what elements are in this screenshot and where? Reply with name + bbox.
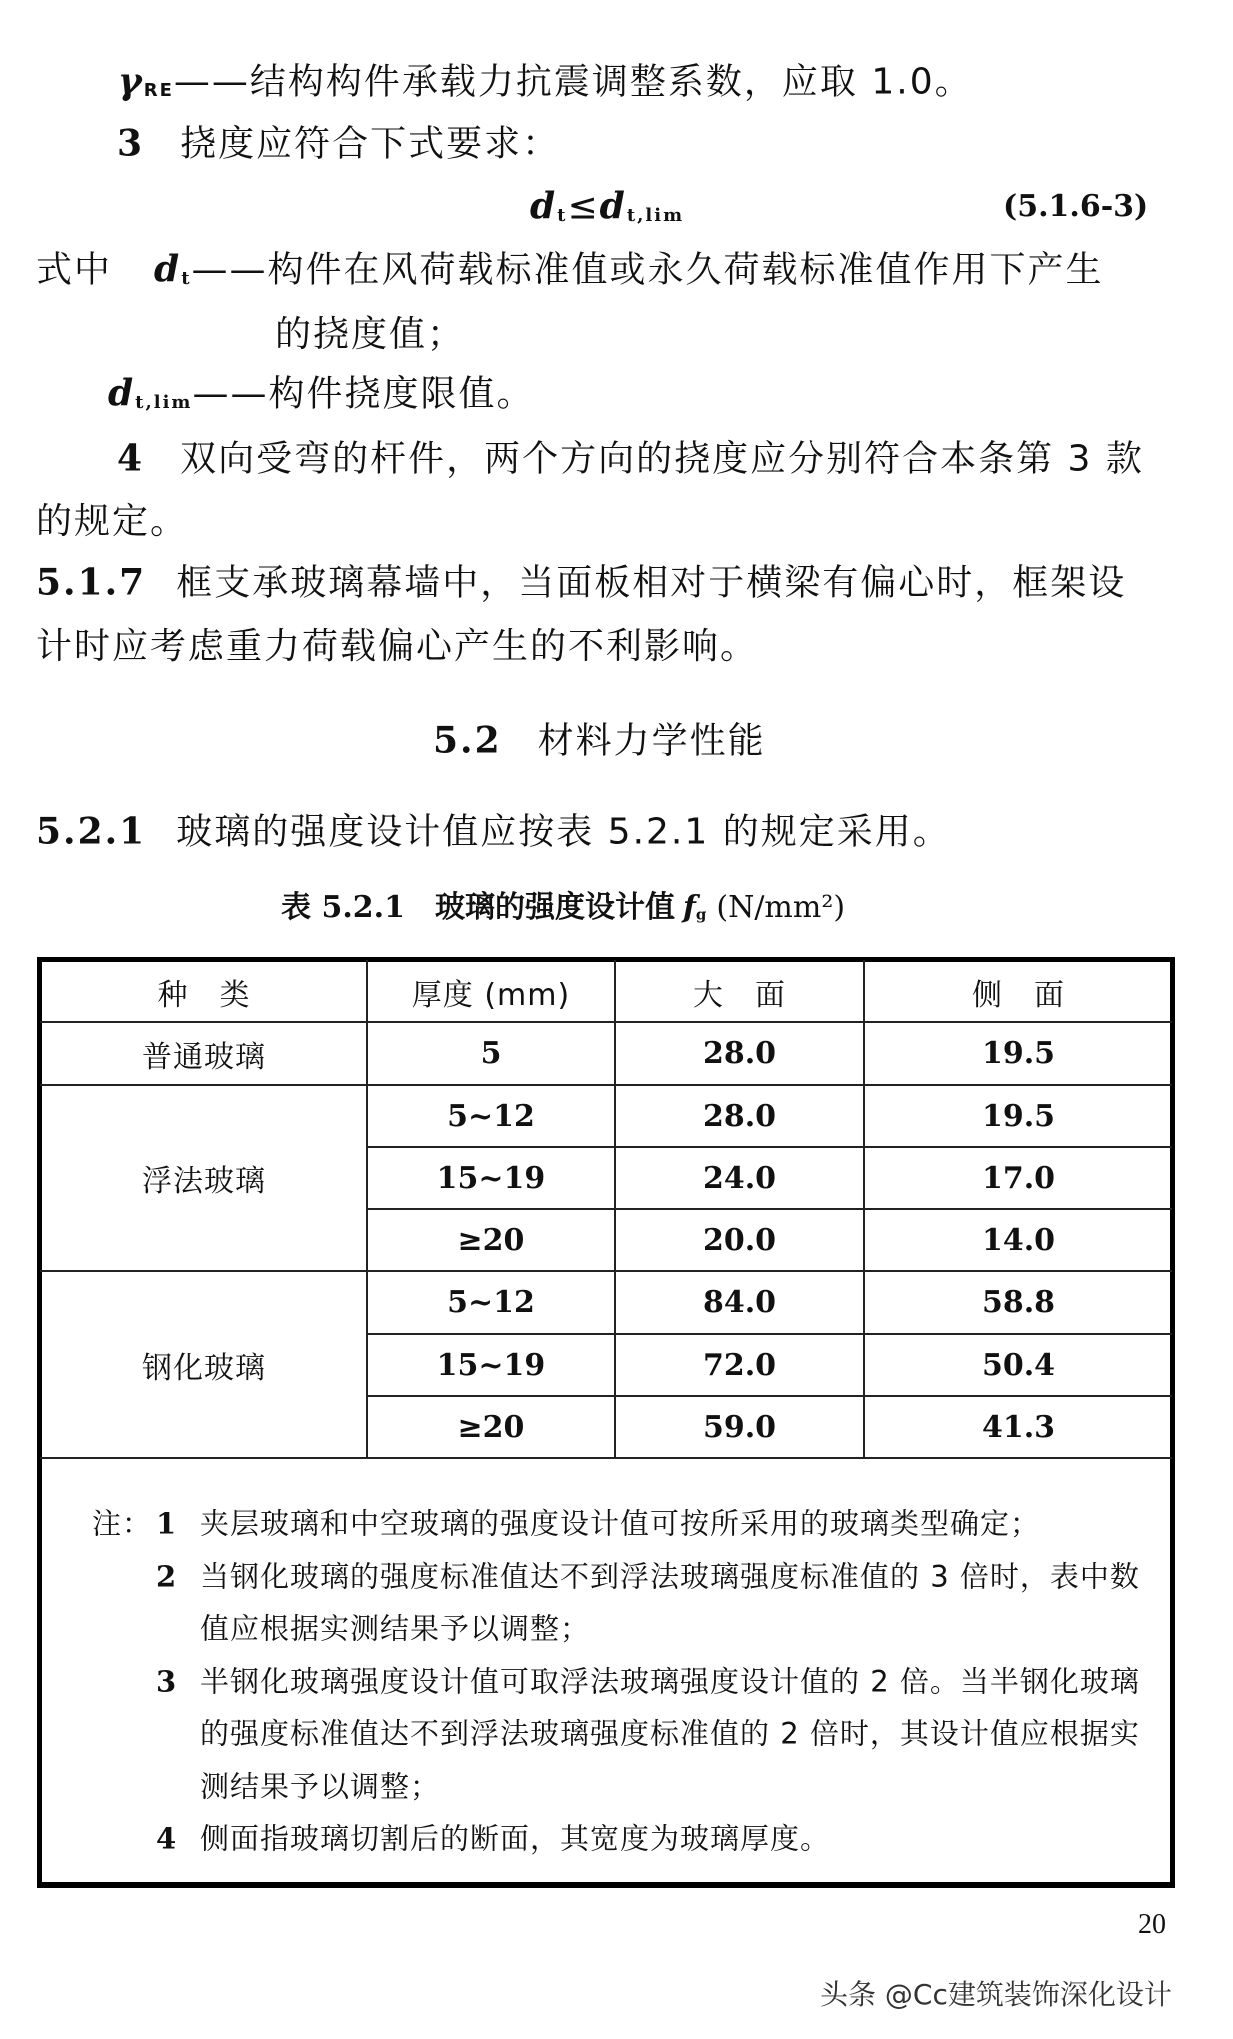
where-label: 式中 xyxy=(36,249,113,291)
header-thickness: 厚度 (mm) xyxy=(411,977,571,1013)
table-unit: (N/mm²) xyxy=(716,890,846,925)
glass-type-ordinary: 普通玻璃 xyxy=(142,1039,266,1075)
formula-operator: ≤ xyxy=(567,186,600,228)
note-1-line1: 夹层玻璃和中空玻璃的强度设计值可按所采用的玻璃类型确定； xyxy=(200,1506,1041,1541)
item-number: 4 xyxy=(117,437,145,480)
formula-lhs: d xyxy=(530,185,558,228)
table-caption xyxy=(281,890,846,925)
em-dash: —— xyxy=(192,373,269,415)
thickness-cell: 5 xyxy=(480,1036,502,1071)
side-face-cell: 41.3 xyxy=(981,1409,1056,1445)
dtlim-description: 构件挠度限值。 xyxy=(268,373,535,415)
note-number: 4 xyxy=(156,1821,178,1856)
note-3-line3: 测结果予以调整； xyxy=(200,1769,441,1804)
watermark: 头条 @Cc建筑装饰深化设计 xyxy=(820,1978,1172,2011)
side-face-cell: 19.5 xyxy=(981,1098,1056,1134)
side-face-cell: 19.5 xyxy=(981,1036,1056,1071)
side-face-cell: 50.4 xyxy=(981,1347,1056,1383)
clause-text-line1: 框支承玻璃幕墙中，当面板相对于横梁有偏心时，框架设 xyxy=(176,562,1127,604)
note-number: 3 xyxy=(156,1664,178,1699)
thickness-cell: 15~19 xyxy=(436,1160,546,1196)
large-face-cell: 28.0 xyxy=(702,1098,777,1134)
thickness-cell: ≥20 xyxy=(457,1409,525,1445)
note-number: 2 xyxy=(156,1559,178,1594)
em-dash: —— xyxy=(191,249,268,291)
clause-text: 玻璃的强度设计值应按表 5.2.1 的规定采用。 xyxy=(176,811,951,853)
item-4 xyxy=(117,437,1144,480)
large-face-cell: 72.0 xyxy=(702,1347,777,1383)
item-3 xyxy=(117,122,561,165)
page-number: 20 xyxy=(1138,1909,1166,1940)
side-face-cell: 58.8 xyxy=(981,1285,1056,1320)
dt-symbol: d xyxy=(154,248,182,291)
large-face-cell: 28.0 xyxy=(702,1036,777,1071)
formula-rhs-subscript: t,lim xyxy=(626,205,685,227)
note-3-line1: 半钢化玻璃强度设计值可取浮法玻璃强度设计值的 2 倍。当半钢化玻璃 xyxy=(200,1664,1140,1699)
item-number: 3 xyxy=(117,122,145,165)
clause-number: 5.1.7 xyxy=(36,561,147,604)
thickness-cell: 15~19 xyxy=(436,1347,546,1383)
note-2-line2: 值应根据实测结果予以调整； xyxy=(200,1611,591,1646)
section-number: 5.2 xyxy=(433,719,502,762)
clause-number: 5.2.1 xyxy=(36,810,147,853)
formula-rhs: d xyxy=(599,185,627,228)
where-dt-definition xyxy=(36,248,1104,291)
header-type: 种 类 xyxy=(157,977,251,1013)
note-3-line2: 的强度标准值达不到浮法玻璃强度标准值的 2 倍时，其设计值应根据实 xyxy=(200,1716,1140,1751)
side-face-cell: 17.0 xyxy=(981,1160,1056,1196)
deflection-formula xyxy=(530,185,685,228)
clause-5-2-1 xyxy=(36,810,951,853)
dtlim-symbol: d xyxy=(108,372,136,415)
gamma-re-definition xyxy=(118,60,973,103)
formula-number: (5.1.6-3) xyxy=(1003,189,1149,224)
item-text: 挠度应符合下式要求： xyxy=(180,123,561,165)
table-number: 表 5.2.1 xyxy=(281,890,405,925)
dt-description-line1: 构件在风荷载标准值或永久荷载标准值作用下产生 xyxy=(267,249,1104,291)
thickness-cell: 5~12 xyxy=(447,1098,535,1134)
fg-symbol: f xyxy=(682,890,696,925)
glass-type-tempered: 钢化玻璃 xyxy=(142,1350,266,1386)
fg-subscript: g xyxy=(695,905,707,924)
glass-type-float: 浮法玻璃 xyxy=(142,1164,266,1199)
gamma-subscript: RE xyxy=(143,80,174,102)
clause-5-1-7 xyxy=(36,561,1127,604)
section-heading xyxy=(433,719,766,762)
large-face-cell: 59.0 xyxy=(702,1409,777,1445)
dtlim-subscript: t,lim xyxy=(135,392,193,414)
header-side-face: 侧 面 xyxy=(972,977,1065,1013)
note-2-line1: 当钢化玻璃的强度标准值达不到浮法玻璃强度标准值的 3 倍时，表中数 xyxy=(200,1559,1140,1594)
header-large-face: 大 面 xyxy=(693,977,786,1013)
formula-lhs-subscript: t xyxy=(557,205,568,227)
clause-5-1-7-text-line2: 计时应考虑重力荷载偏心产生的不利影响。 xyxy=(36,626,759,667)
item-text-line1: 双向受弯的杆件，两个方向的挠度应分别符合本条第 3 款 xyxy=(180,438,1144,480)
thickness-cell: 5~12 xyxy=(447,1285,535,1320)
gamma-description: 结构构件承载力抗震调整系数，应取 1.0。 xyxy=(249,61,973,103)
side-face-cell: 14.0 xyxy=(981,1222,1056,1258)
note-number: 1 xyxy=(156,1506,178,1541)
row-divider xyxy=(40,1457,1172,1459)
large-face-cell: 24.0 xyxy=(702,1160,777,1196)
note-4-line1: 侧面指玻璃切割后的断面，其宽度为玻璃厚度。 xyxy=(200,1821,831,1856)
item-4-text-line2: 的规定。 xyxy=(36,501,189,542)
dt-description-line2: 的挠度值； xyxy=(275,314,466,355)
thickness-cell: ≥20 xyxy=(457,1222,525,1258)
large-face-cell: 84.0 xyxy=(702,1285,777,1320)
large-face-cell: 20.0 xyxy=(702,1222,777,1258)
em-dash: —— xyxy=(173,61,250,103)
table-title: 玻璃的强度设计值 xyxy=(434,890,675,925)
dt-subscript: t xyxy=(181,268,192,290)
gamma-symbol: γ xyxy=(118,60,144,103)
notes-label: 注： xyxy=(92,1506,153,1541)
section-title: 材料力学性能 xyxy=(537,720,766,762)
dtlim-definition xyxy=(108,372,535,415)
